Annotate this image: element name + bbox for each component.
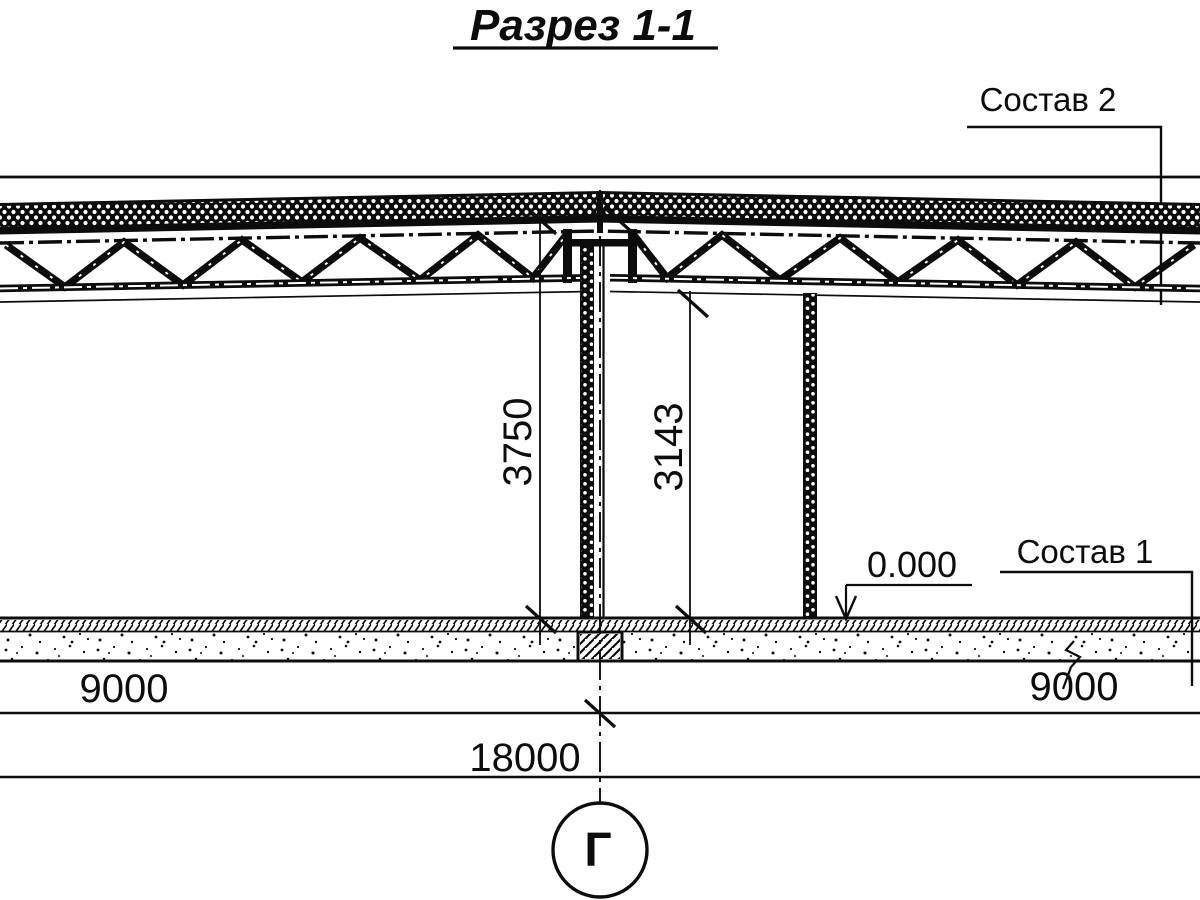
elevation-mark-value: 0.000 [866,544,958,585]
callout-roof-composition-label: Состав 2 [979,81,1117,118]
truss-bottom-chord-left [0,278,590,302]
dimension-3143-tick-top [678,290,708,317]
ceiling-line-left [0,292,590,303]
dimension-3143 [647,290,708,645]
dimension-span-right-text: 9000 [1029,665,1119,709]
section-title: Разрез 1-1 [470,1,696,50]
truss-bottom-chord-right [610,278,1200,302]
dimension-span-left-text: 9000 [79,667,169,711]
elevation-mark [836,544,972,619]
callout-floor-composition [1000,533,1192,686]
column-cap-plate [572,239,630,247]
dimension-3143-text: 3143 [647,402,691,492]
dimension-3750-text: 3750 [496,397,540,487]
center-column [572,239,630,618]
right-wall [803,293,817,618]
dimension-total-text: 18000 [469,736,581,780]
axis-letter: Г [584,824,612,877]
axis-bubble [553,803,647,897]
callout-floor-composition-label: Состав 1 [1016,533,1154,570]
ceiling-line-right [610,292,1200,303]
